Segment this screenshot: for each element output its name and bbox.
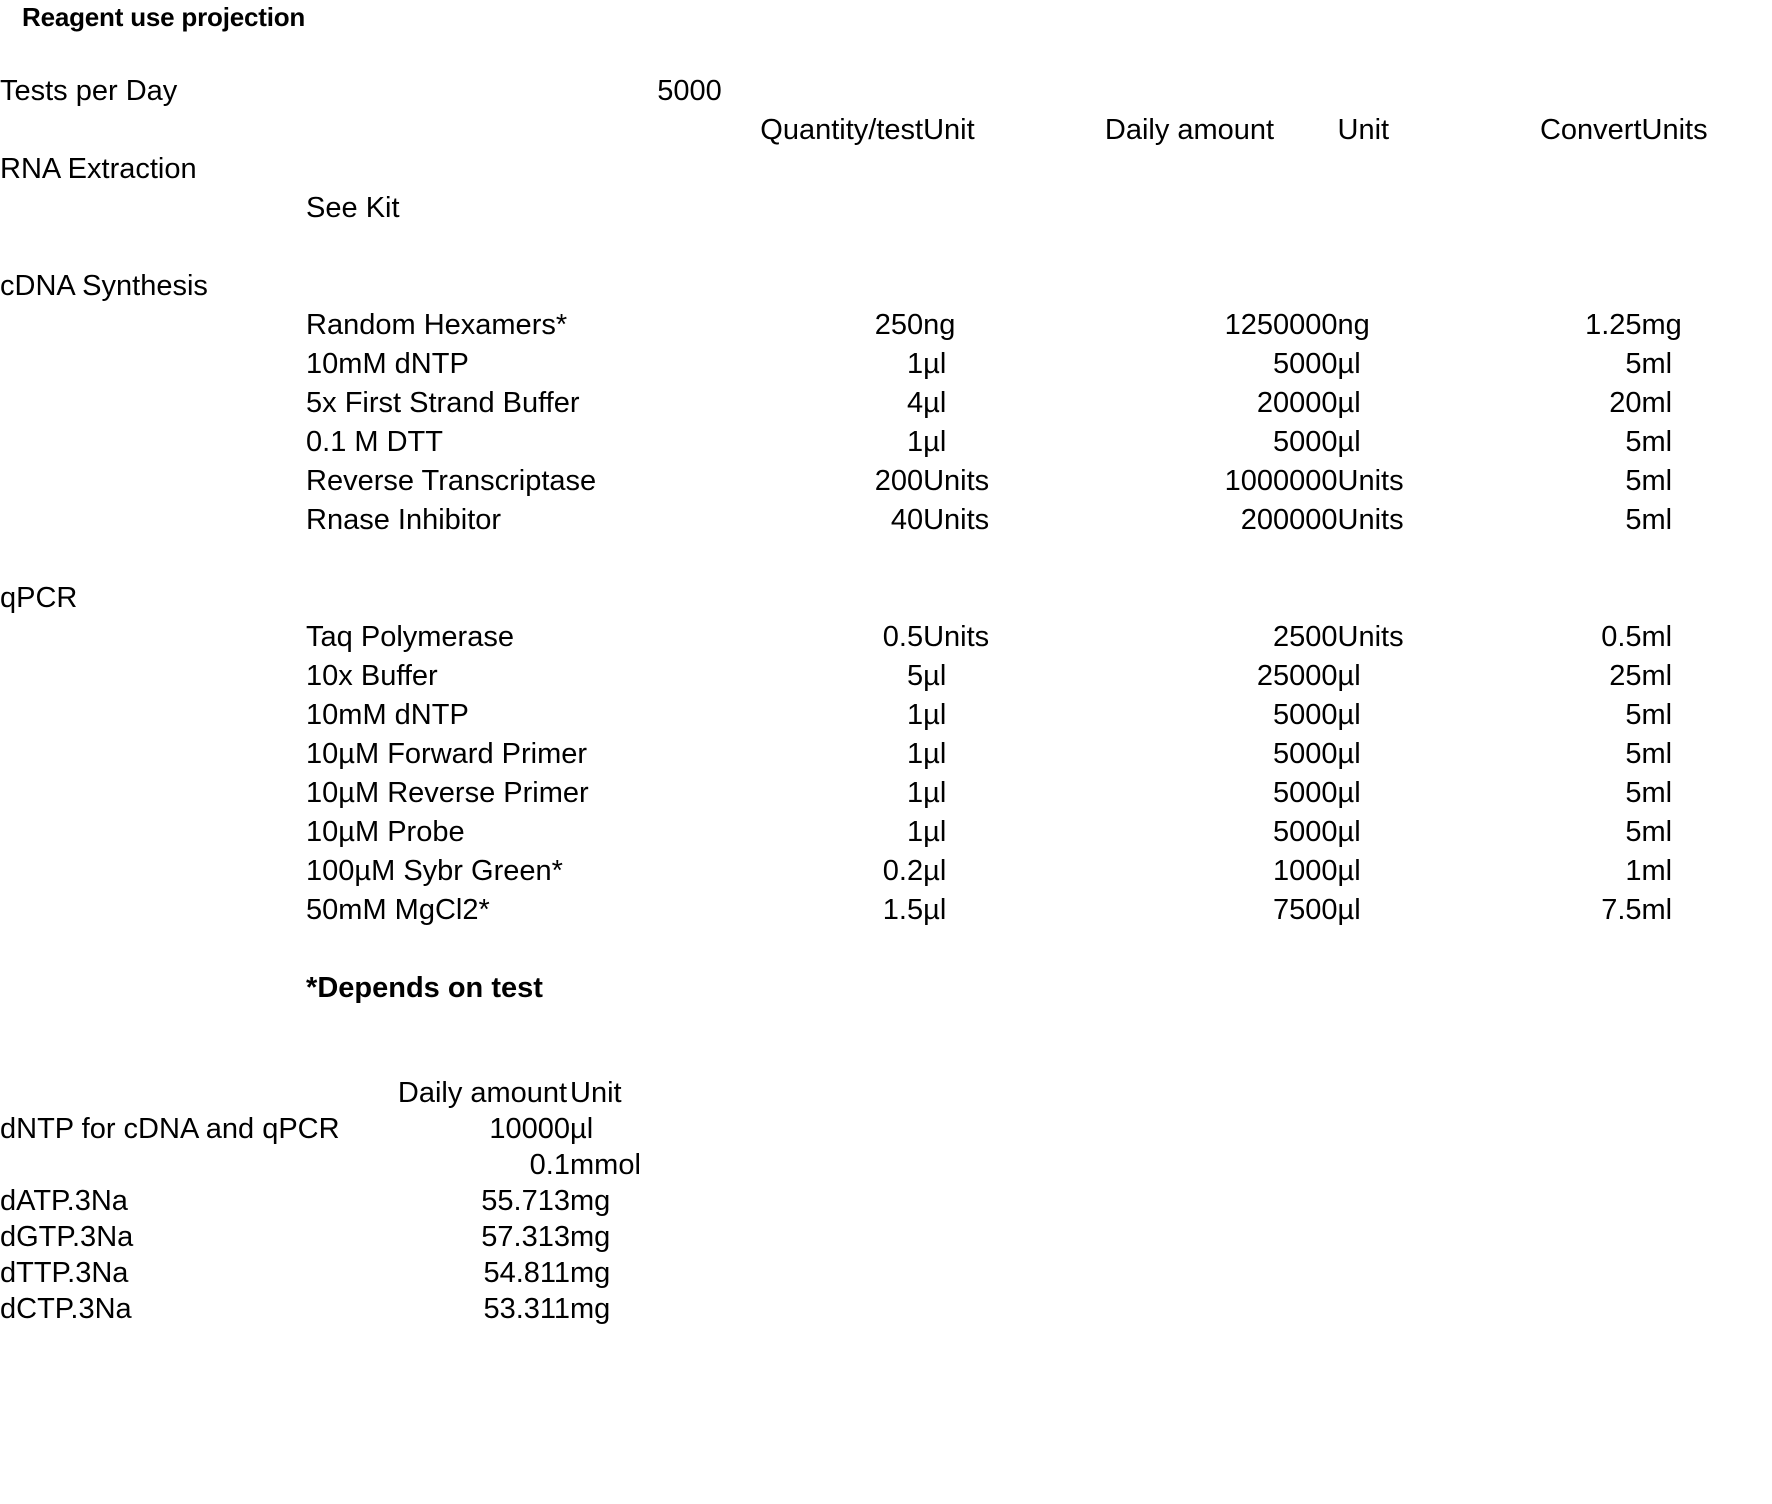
reagent-daily-amount: 5000 <box>1272 816 1338 848</box>
reagent-convert: 7.5 <box>1601 894 1642 926</box>
reagent-daily-unit: ng <box>1337 309 1370 341</box>
empty-cell <box>0 111 306 150</box>
reagent-convert: 5 <box>1625 777 1642 809</box>
section-header-row <box>0 267 1772 306</box>
empty-cell <box>0 735 306 774</box>
empty-cell <box>0 462 306 501</box>
reagent-convert: 5 <box>1625 348 1642 380</box>
empty-cell <box>1338 969 1456 1008</box>
empty-cell <box>1338 72 1456 111</box>
reagent-name: Reverse Transcriptase <box>306 465 597 497</box>
reagent-daily-unit: µl <box>1337 699 1361 731</box>
reagent-quantity-unit: µl <box>923 816 947 848</box>
column-header-quantity-per-test: Quantity/test <box>760 114 924 146</box>
dntp-row-label: dATP.3Na <box>0 1185 128 1217</box>
reagent-daily-unit <box>1338 189 1456 228</box>
dntp-row-amount: 57.313 <box>481 1221 570 1253</box>
reagent-daily-amount: 5000 <box>1272 699 1338 731</box>
reagent-convert-unit: ml <box>1641 387 1673 419</box>
reagent-convert-unit: ml <box>1641 660 1673 692</box>
reagent-convert-unit: ml <box>1641 426 1673 458</box>
reagent-quantity: 1 <box>906 816 924 848</box>
empty-cell <box>306 579 657 618</box>
reagent-daily-unit: µl <box>1337 777 1361 809</box>
reagent-quantity: 1 <box>906 699 924 731</box>
empty-cell <box>306 267 657 306</box>
reagent-convert-unit: ml <box>1641 816 1673 848</box>
reagent-convert: 25 <box>1609 660 1642 692</box>
reagent-convert: 1 <box>1625 855 1642 887</box>
reagent-convert: 5 <box>1625 465 1642 497</box>
reagent-name: 10µM Forward Primer <box>306 738 588 770</box>
reagent-name: Taq Polymerase <box>306 621 514 653</box>
list-item <box>0 1219 690 1255</box>
table-row <box>0 345 1772 384</box>
table-row <box>0 462 1772 501</box>
reagent-daily-unit: Units <box>1337 504 1404 536</box>
reagent-quantity-unit <box>923 189 1041 228</box>
dntp-row-amount: 0.1 <box>529 1149 570 1181</box>
empty-cell <box>657 579 923 618</box>
dntp-row-unit: mg <box>570 1293 611 1325</box>
column-header-units: Units <box>1641 114 1708 146</box>
empty-cell <box>0 696 306 735</box>
empty-cell <box>0 969 306 1008</box>
reagent-daily-unit: µl <box>1337 894 1361 926</box>
dntp-row-unit: µl <box>570 1113 594 1145</box>
reagent-daily-amount: 1000000 <box>1224 465 1338 497</box>
reagent-name: 10x Buffer <box>306 660 438 692</box>
dntp-row-unit: mg <box>570 1257 611 1289</box>
row-spacer <box>0 540 1772 579</box>
section-header-row <box>0 150 1772 189</box>
reagent-daily-amount: 200000 <box>1240 504 1338 536</box>
dntp-row-label: dGTP.3Na <box>0 1221 134 1253</box>
empty-cell <box>1642 150 1772 189</box>
reagent-daily-unit: µl <box>1337 738 1361 770</box>
empty-cell <box>923 150 1041 189</box>
empty-cell <box>923 969 1041 1008</box>
reagent-quantity: 40 <box>890 504 924 536</box>
reagent-daily-amount: 5000 <box>1272 348 1338 380</box>
reagent-quantity: 0.5 <box>882 621 924 653</box>
reagent-name: 10µM Reverse Primer <box>306 777 589 809</box>
table-row <box>0 618 1772 657</box>
reagent-convert-unit: mg <box>1641 309 1682 341</box>
reagent-daily-unit: Units <box>1337 621 1404 653</box>
table-row <box>0 384 1772 423</box>
reagent-quantity: 1 <box>906 738 924 770</box>
tests-per-day-label: Tests per Day <box>0 75 178 107</box>
section-title: cDNA Synthesis <box>0 270 208 302</box>
empty-cell <box>657 267 923 306</box>
reagent-convert <box>1456 189 1642 228</box>
empty-cell <box>0 501 306 540</box>
reagent-quantity: 1 <box>906 348 924 380</box>
empty-cell <box>0 228 1772 267</box>
table-row <box>0 735 1772 774</box>
reagent-convert-unit: ml <box>1641 504 1673 536</box>
reagent-quantity: 1.5 <box>882 894 924 926</box>
column-header-daily-amount: Daily amount <box>1104 114 1275 146</box>
dntp-header-daily-amount: Daily amount <box>397 1077 568 1109</box>
empty-cell <box>0 306 306 345</box>
empty-cell <box>1338 267 1456 306</box>
dntp-row-label: dNTP for cDNA and qPCR <box>0 1113 340 1145</box>
empty-cell <box>306 150 657 189</box>
reagent-quantity-unit: ng <box>923 309 956 341</box>
empty-cell <box>0 930 1772 969</box>
empty-cell <box>657 969 923 1008</box>
dntp-row-amount: 54.811 <box>483 1257 570 1289</box>
tests-per-day-row <box>0 72 1772 111</box>
dntp-header-row <box>0 1075 690 1111</box>
empty-cell <box>0 540 1772 579</box>
reagent-convert: 5 <box>1625 504 1642 536</box>
reagent-convert: 20 <box>1609 387 1642 419</box>
reagent-name: 10mM dNTP <box>306 348 469 380</box>
reagent-quantity-unit: µl <box>923 699 947 731</box>
reagent-name: 5x First Strand Buffer <box>306 387 580 419</box>
empty-cell <box>1456 579 1642 618</box>
reagent-daily-amount: 2500 <box>1272 621 1338 653</box>
reagent-daily-amount: 25000 <box>1256 660 1338 692</box>
reagent-name: 50mM MgCl2* <box>306 894 490 926</box>
reagent-daily-amount: 1250000 <box>1224 309 1338 341</box>
empty-cell <box>0 813 306 852</box>
reagent-quantity-unit: Units <box>923 504 990 536</box>
list-item <box>0 1255 690 1291</box>
empty-cell <box>1642 579 1772 618</box>
reagent-daily-unit: µl <box>1337 426 1361 458</box>
table-row <box>0 189 1772 228</box>
table-row <box>0 306 1772 345</box>
list-item <box>0 1183 690 1219</box>
empty-cell <box>1042 72 1338 111</box>
reagent-quantity-unit: µl <box>923 738 947 770</box>
column-header-unit-2: Unit <box>1337 114 1390 146</box>
table-row <box>0 774 1772 813</box>
reagent-daily-amount: 7500 <box>1272 894 1338 926</box>
table-row <box>0 657 1772 696</box>
row-spacer <box>0 228 1772 267</box>
reagent-quantity: 250 <box>874 309 924 341</box>
reagent-daily-amount: 5000 <box>1272 777 1338 809</box>
reagent-daily-unit: µl <box>1337 855 1361 887</box>
reagent-convert: 5 <box>1625 816 1642 848</box>
empty-cell <box>1456 969 1642 1008</box>
dntp-row-unit: mmol <box>570 1149 641 1181</box>
reagent-convert: 5 <box>1625 426 1642 458</box>
table-row <box>0 423 1772 462</box>
reagent-convert-unit: ml <box>1641 777 1673 809</box>
empty-cell <box>0 189 306 228</box>
empty-cell <box>306 111 657 150</box>
reagent-projection-table <box>0 72 1772 1008</box>
column-header-convert: Convert <box>1539 114 1642 146</box>
dntp-header-unit: Unit <box>570 1077 622 1109</box>
row-spacer <box>0 930 1772 969</box>
reagent-convert-unit: ml <box>1641 855 1673 887</box>
reagent-convert-unit: ml <box>1641 621 1673 653</box>
reagent-daily-amount: 5000 <box>1272 738 1338 770</box>
reagent-quantity-unit: µl <box>923 777 947 809</box>
reagent-quantity-unit: Units <box>923 465 990 497</box>
reagent-name: See Kit <box>306 192 400 224</box>
empty-cell <box>1042 579 1338 618</box>
reagent-daily-unit: µl <box>1337 387 1361 419</box>
reagent-daily-amount: 20000 <box>1256 387 1338 419</box>
empty-cell <box>923 72 1041 111</box>
empty-cell <box>923 267 1041 306</box>
reagent-convert-unit <box>1642 189 1772 228</box>
empty-cell <box>0 423 306 462</box>
dntp-row-label: dCTP.3Na <box>0 1293 132 1325</box>
empty-cell <box>1642 267 1772 306</box>
empty-cell <box>0 852 306 891</box>
reagent-quantity-unit: µl <box>923 855 947 887</box>
reagent-quantity-unit: µl <box>923 348 947 380</box>
reagent-quantity-unit: µl <box>923 660 947 692</box>
dntp-row-label <box>0 1147 395 1183</box>
table-row <box>0 891 1772 930</box>
list-item <box>0 1147 690 1183</box>
column-header-row <box>0 111 1772 150</box>
table-row <box>0 696 1772 735</box>
reagent-convert-unit: ml <box>1641 738 1673 770</box>
empty-cell <box>0 774 306 813</box>
reagent-quantity: 5 <box>906 660 924 692</box>
reagent-convert: 0.5 <box>1601 621 1642 653</box>
reagent-quantity-unit: µl <box>923 894 947 926</box>
reagent-name: 10mM dNTP <box>306 699 469 731</box>
reagent-projection-body <box>0 72 1772 1008</box>
empty-cell <box>1338 150 1456 189</box>
empty-cell <box>0 618 306 657</box>
dntp-row-unit: mg <box>570 1221 611 1253</box>
reagent-convert: 1.25 <box>1585 309 1642 341</box>
reagent-convert-unit: ml <box>1641 699 1673 731</box>
empty-cell <box>1042 267 1338 306</box>
empty-cell <box>0 345 306 384</box>
empty-cell <box>1642 969 1772 1008</box>
reagent-daily-amount <box>1042 189 1338 228</box>
footnote-row <box>0 969 1772 1008</box>
empty-cell <box>923 579 1041 618</box>
reagent-name: Random Hexamers* <box>306 309 568 341</box>
reagent-convert: 5 <box>1625 699 1642 731</box>
dntp-row-amount: 53.311 <box>483 1293 570 1325</box>
list-item <box>0 1111 690 1147</box>
empty-cell <box>0 891 306 930</box>
reagent-quantity: 1 <box>906 426 924 458</box>
reagent-quantity-unit: µl <box>923 387 947 419</box>
empty-cell <box>0 384 306 423</box>
tests-per-day-spacer <box>306 72 657 111</box>
section-header-row <box>0 579 1772 618</box>
empty-cell <box>0 657 306 696</box>
empty-cell <box>1456 267 1642 306</box>
dntp-row-amount: 55.713 <box>481 1185 570 1217</box>
empty-cell <box>0 1075 395 1111</box>
reagent-quantity: 4 <box>906 387 924 419</box>
reagent-convert-unit: ml <box>1641 465 1673 497</box>
reagent-quantity <box>657 189 923 228</box>
reagent-daily-unit: µl <box>1337 660 1361 692</box>
reagent-daily-amount: 5000 <box>1272 426 1338 458</box>
footnote-text: *Depends on test <box>306 972 543 1004</box>
empty-cell <box>1042 150 1338 189</box>
dntp-row-label: dTTP.3Na <box>0 1257 129 1289</box>
table-row <box>0 813 1772 852</box>
dntp-row-unit: mg <box>570 1185 611 1217</box>
empty-cell <box>1042 969 1338 1008</box>
reagent-name: 10µM Probe <box>306 816 465 848</box>
empty-cell <box>1642 72 1772 111</box>
empty-cell <box>1338 579 1456 618</box>
reagent-daily-unit: µl <box>1337 816 1361 848</box>
reagent-name: 0.1 M DTT <box>306 426 443 458</box>
dntp-row-amount: 10000 <box>489 1113 570 1145</box>
table-row <box>0 501 1772 540</box>
tests-per-day-value: 5000 <box>657 75 722 107</box>
reagent-quantity-unit: µl <box>923 426 947 458</box>
reagent-convert: 5 <box>1625 738 1642 770</box>
section-title: RNA Extraction <box>0 153 197 185</box>
reagent-quantity-unit: Units <box>923 621 990 653</box>
section-title: qPCR <box>0 582 78 614</box>
page-title: Reagent use projection <box>22 2 306 32</box>
empty-cell <box>657 150 923 189</box>
empty-cell <box>1456 150 1642 189</box>
reagent-quantity: 1 <box>906 777 924 809</box>
reagent-convert-unit: ml <box>1641 894 1673 926</box>
dntp-breakdown-body <box>0 1075 690 1327</box>
reagent-quantity: 200 <box>874 465 924 497</box>
dntp-breakdown-table <box>0 1075 690 1327</box>
reagent-daily-amount: 1000 <box>1272 855 1338 887</box>
reagent-quantity: 0.2 <box>882 855 924 887</box>
list-item <box>0 1291 690 1327</box>
reagent-name: Rnase Inhibitor <box>306 504 502 536</box>
reagent-daily-unit: Units <box>1337 465 1404 497</box>
empty-cell <box>1456 72 1642 111</box>
reagent-daily-unit: µl <box>1337 348 1361 380</box>
table-row <box>0 852 1772 891</box>
column-header-unit-1: Unit <box>923 114 975 146</box>
reagent-convert-unit: ml <box>1641 348 1673 380</box>
reagent-name: 100µM Sybr Green* <box>306 855 563 887</box>
